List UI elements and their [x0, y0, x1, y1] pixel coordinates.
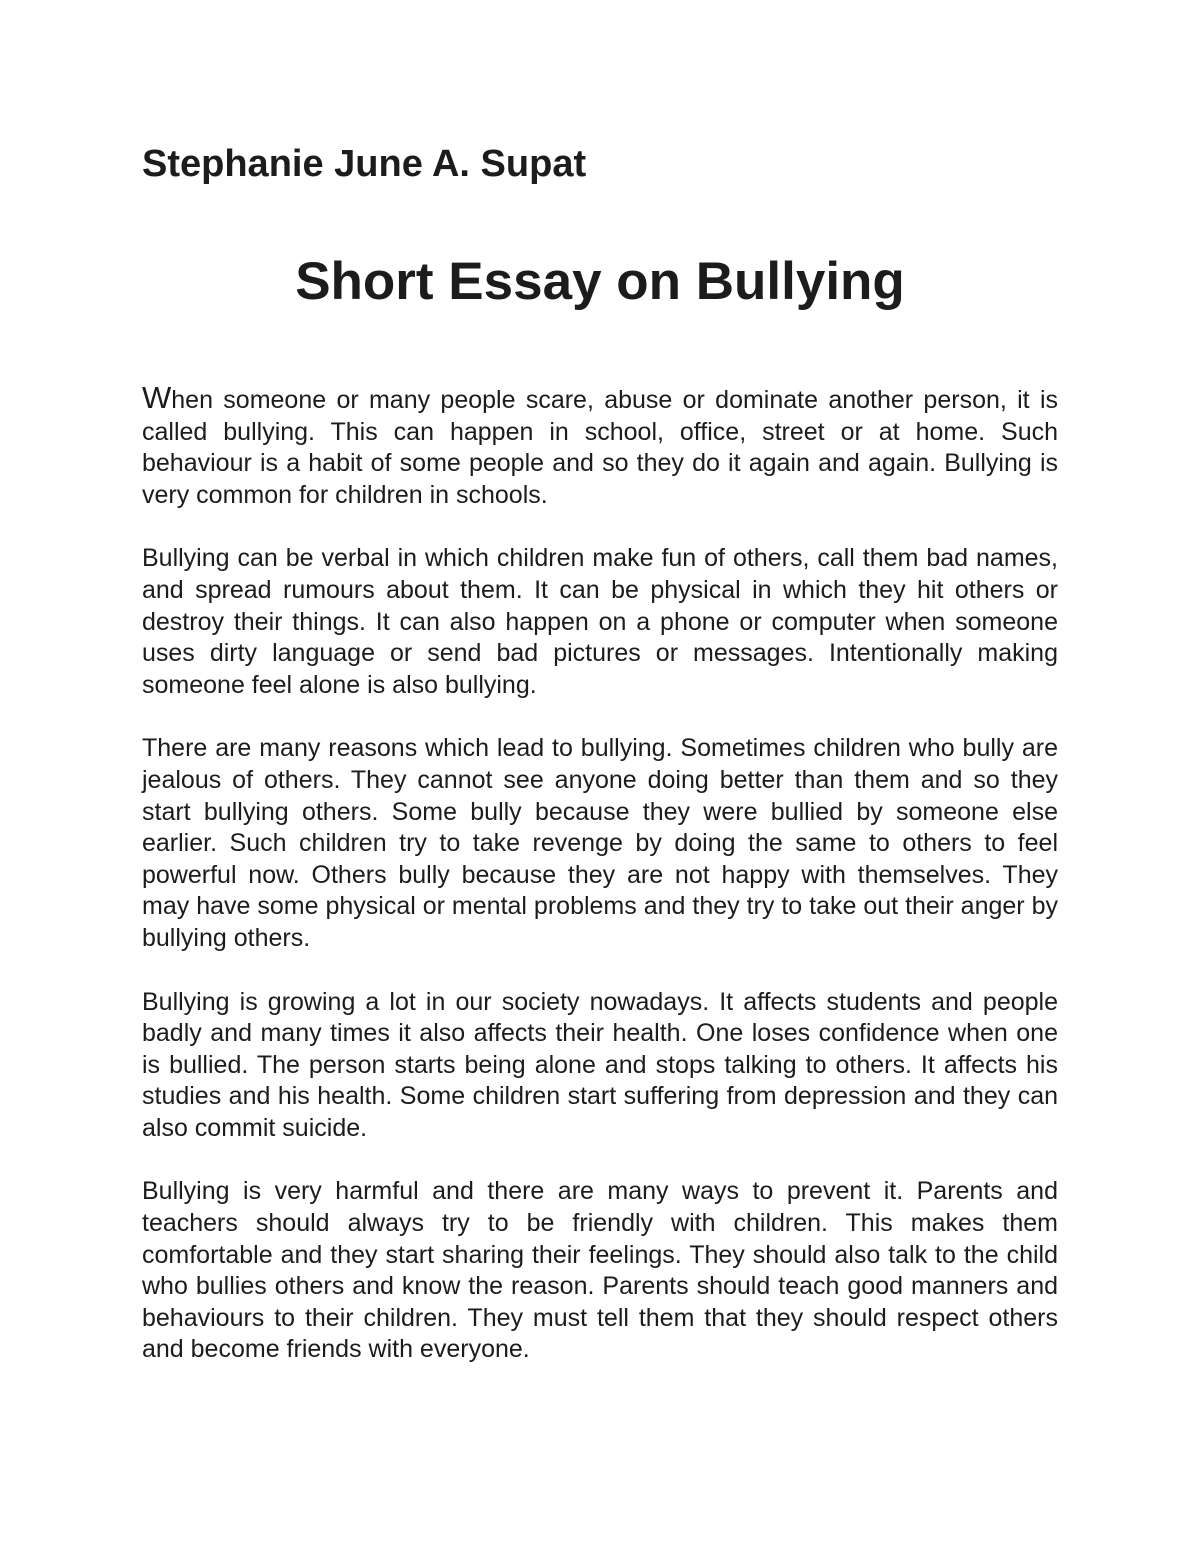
paragraph-4: Bullying is growing a lot in our society nowadays. It affects students and people badly and many times it also affects their health. One loses confidence when one is bullied. The person starts being alone and stops talking to others. It affects his studies and his health. Some children start suffering from depression and they can also commit suicide.: [142, 987, 1058, 1142]
author-name: Stephanie June A. Supat: [142, 143, 587, 185]
paragraph-initial: W: [142, 380, 172, 415]
paragraph-2: Bullying can be verbal in which children make fun of others, call them bad names, and spread rumours about them. It can be physical in which they hit others or destroy their things. It can also happen on a phone or computer when someone uses dirty language or send bad pictures or messages. Intentionally making someone feel alone is also bullying.: [142, 544, 1058, 699]
paragraph-1-text: hen someone or many people scare, abuse or dominate another person, it is called bullying. This can happen in school, office, street or at home. Such behaviour is a habit of some people and so they do it again and again. Bullying is very common for children in schools.: [142, 386, 1058, 509]
essay-body: [142, 380, 1058, 1398]
paragraph-3: There are many reasons which lead to bullying. Sometimes children who bully are jealous of others. They cannot see anyone doing better than them and so they start bullying others. Some bully because they were bullied by someone else earlier. Such children try to take revenge by doing the same to others to feel powerful now. Others bully because they are not happy with themselves. They may have some physical or mental problems and they try to take out their anger by bullying others.: [142, 734, 1058, 952]
paragraph-1: [142, 380, 1058, 511]
paragraph-5: Bullying is very harmful and there are many ways to prevent it. Parents and teachers should always try to be friendly with children. This makes them comfortable and they start sharing their feelings. They should also talk to the child who bullies others and know the reason. Parents should teach good manners and behaviours to their children. They must tell them that they should respect others and become friends with everyone.: [142, 1177, 1058, 1364]
essay-title: Short Essay on Bullying: [295, 252, 905, 311]
